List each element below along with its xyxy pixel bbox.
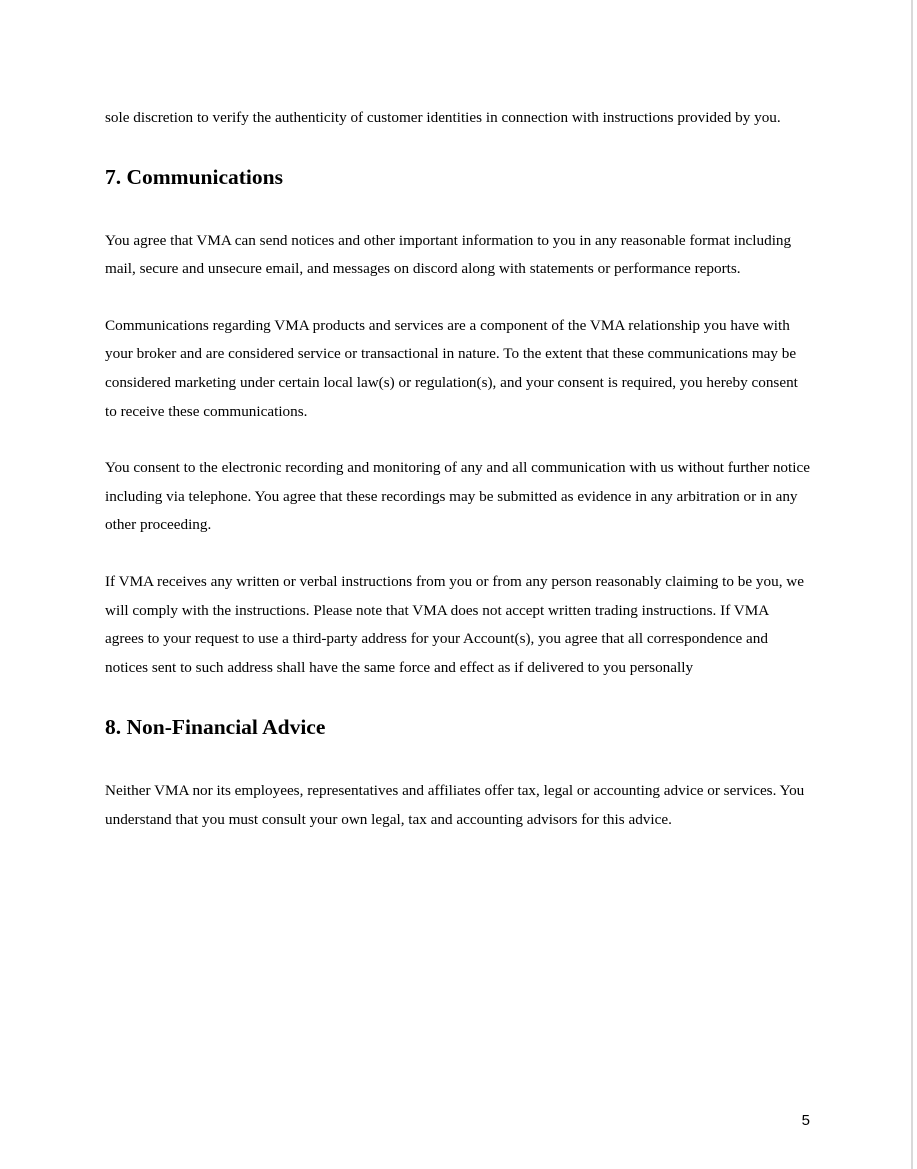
section-8-heading: 8. Non-Financial Advice (105, 715, 326, 740)
page-number: 5 (801, 1112, 810, 1129)
section-7-paragraph-3: You consent to the electronic recording and monitoring of any and all communication with us without further notice including via telephone. You agree that these recordings may be submitted as evidence in any arbitration or in any other proceeding. (105, 459, 810, 534)
section-7-paragraph-1: You agree that VMA can send notices and other important information to you in any reasonable format including mail, secure and unsecure email, and messages on discord along with statements or performance reports. (105, 231, 792, 278)
section-7-paragraph-2: Communications regarding VMA products and services are a component of the VMA relationship you have with your broker and are considered service or transactional in nature. To the extent that these communications may be considered marketing under certain local law(s) or regulation(s), and your consent is required, you hereby consent to receive these communications. (105, 316, 798, 420)
section-7-paragraph-4: If VMA receives any written or verbal instructions from you or from any person reasonably claiming to be you, we will comply with the instructions. Please note that VMA does not accept written trading instructions. If VMA agrees to your request to use a third-party address for your Account(s), you agree that all correspondence and notices sent to such address shall have the same force and effect as if delivered to you personally (105, 572, 805, 676)
page-content (105, 104, 810, 835)
intro-paragraph: sole discretion to verify the authenticity of customer identities in connection with instructions provided by you. (105, 109, 781, 126)
section-7-heading: 7. Communications (105, 164, 283, 189)
section-8-paragraph-1: Neither VMA nor its employees, representatives and affiliates offer tax, legal or accounting advice or services. You understand that you must consult your own legal, tax and accounting advisors for this advice. (105, 782, 805, 828)
